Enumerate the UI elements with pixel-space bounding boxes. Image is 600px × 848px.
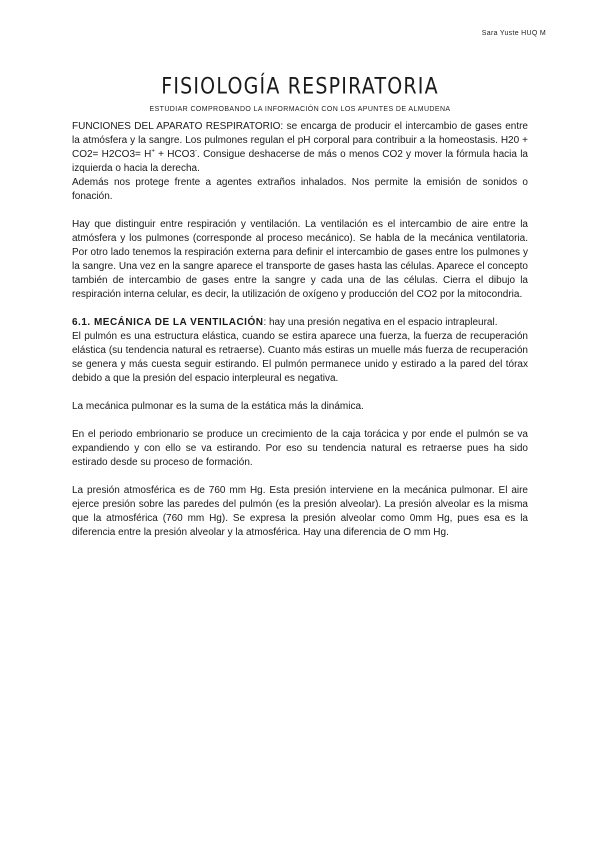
functions-text-3: . Consigue deshacerse de más o menos CO2 y mover la fórmula hacia la izquierda o hacia la derecha. [72, 149, 528, 174]
paragraph-protection: Además nos protege frente a agentes extraños inhalados. Nos permite la emisión de sonidos o fonación. [72, 177, 528, 202]
functions-text-1: FUNCIONES DEL APARATO RESPIRATORIO: se encarga de producir el intercambio de gases entre la atmósfera y la sangre. Los pulmones regulan el pH corporal para contribuir a la homeostasis. H20 + CO2= H2CO3= H [72, 121, 528, 160]
page-title: FISIOLOGÍA RESPIRATORIA [161, 74, 439, 100]
paragraph-section-intro [72, 316, 528, 330]
document-body [72, 120, 528, 540]
paragraph-embryonic: En el periodo embrionario se produce un crecimiento de la caja torácica y por ende el pulmón se va expandiendo y con ello se va estirando. Por eso su tendencia natural es retraerse pues ha sido estirado desde su proceso de formación. [72, 429, 528, 468]
author-name: Sara Yuste HUQ M [481, 30, 546, 37]
section-intro-text: : hay una presión negativa en el espacio intrapleural. [263, 317, 498, 328]
paragraph-atmospheric-pressure: La presión atmosférica es de 760 mm Hg. Esta presión interviene en la mecánica pulmonar. El aire ejerce presión sobre las paredes del pulmón (es la presión alveolar). La presión alveolar es la misma que la atmosférica (760 mm Hg). Se expresa la presión alveolar como 0mm Hg, pues esa es la diferencia entre la presión alveolar y la atmosférica. Hay una diferencia de O mm Hg. [72, 485, 528, 538]
paragraph-elasticity: El pulmón es una estructura elástica, cuando se estira aparece una fuerza, la fuerza de recuperación elástica (su tendencia natural es retraerse). Cuanto más estiras un muelle más fuerza de recuperación se genera y más cuesta seguir estirando. El pulmón permanece unido y estirado a la pared del tórax debido a que la presión del espacio interpleural es negativa. [72, 331, 528, 384]
paragraph-pulmonary-mechanics: La mecánica pulmonar es la suma de la estática más la dinámica. [72, 401, 364, 412]
paragraph-functions [72, 120, 528, 176]
bicarbonate-charge: - [195, 148, 198, 155]
page-subtitle: ESTUDIAR COMPROBANDO LA INFORMACIÓN CON LOS APUNTES DE ALMUDENA [149, 106, 451, 113]
functions-text-2: + HCO3 [154, 149, 196, 160]
paragraph-respiration-ventilation: Hay que distinguir entre respiración y ventilación. La ventilación es el intercambio de aire entre la atmósfera y los pulmones (corresponde al proceso mecánico). Se habla de la mecánica ventilatoria. Por otro lado tenemos la respiración externa para definir el intercambio de gases entre los pulmones y la sangre. Una vez en la sangre aparece el transporte de gases hasta las células. Aparece el concepto también de intercambio de gases entre la sangre y cada una de las células. Cierra el dibujo la respiración interna celular, es decir, la utilización de oxígeno y producción del CO2 por la mitocondria. [72, 219, 528, 300]
hydrogen-charge: + [151, 148, 155, 155]
section-heading: 6.1. MECÁNICA DE LA VENTILACIÓN [72, 317, 264, 328]
